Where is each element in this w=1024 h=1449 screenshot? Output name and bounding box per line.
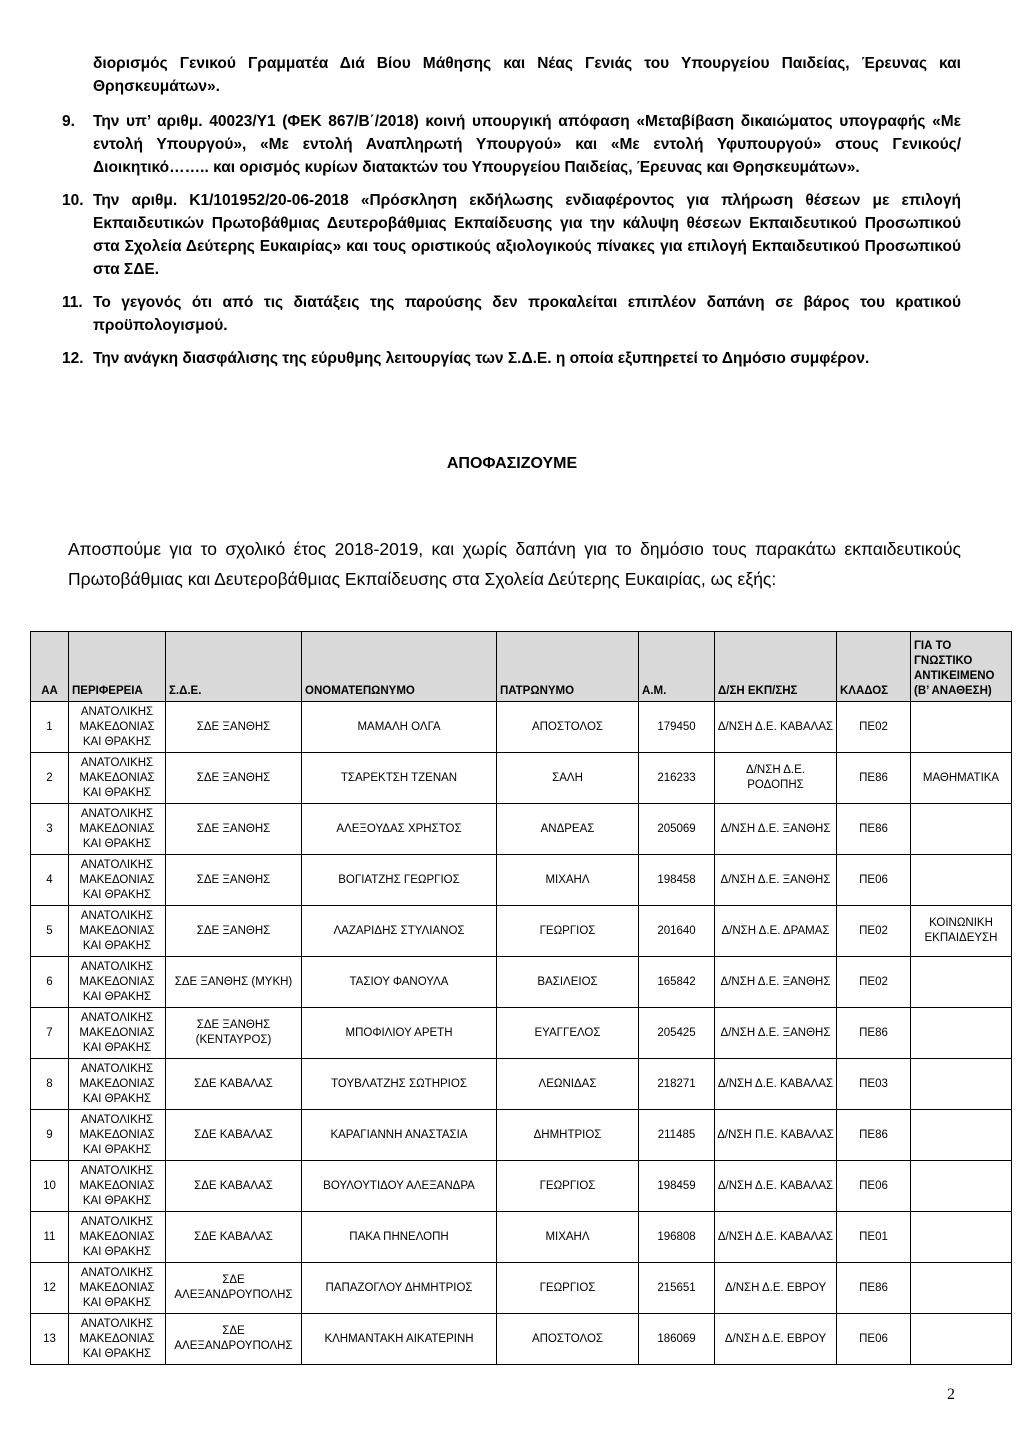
cell-region: ΑΝΑΤΟΛΙΚΗΣ ΜΑΚΕΔΟΝΙΑΣ ΚΑΙ ΘΡΑΚΗΣ: [69, 753, 166, 804]
cell-aa: 10: [31, 1161, 69, 1212]
cell-aa: 12: [31, 1263, 69, 1314]
cell-aa: 6: [31, 957, 69, 1008]
cell-branch: ΠΕ86: [837, 1110, 911, 1161]
cell-sde: ΣΔΕ ΚΑΒΑΛΑΣ: [166, 1059, 302, 1110]
cell-am: 179450: [639, 702, 715, 753]
cell-sde: ΣΔΕ ΚΑΒΑΛΑΣ: [166, 1110, 302, 1161]
cell-name: ΚΛΗΜΑΝΤΑΚΗ ΑΙΚΑΤΕΡΙΝΗ: [302, 1314, 497, 1365]
cell-father: ΔΗΜΗΤΡΙΟΣ: [497, 1110, 639, 1161]
cell-am: 211485: [639, 1110, 715, 1161]
cell-region: ΑΝΑΤΟΛΙΚΗΣ ΜΑΚΕΔΟΝΙΑΣ ΚΑΙ ΘΡΑΚΗΣ: [69, 1110, 166, 1161]
table-row: [31, 1008, 1012, 1059]
header-directorate: Δ/ΣΗ ΕΚΠ/ΣΗΣ: [715, 632, 837, 702]
clause-item: [62, 291, 961, 337]
cell-subject: [911, 702, 1012, 753]
header-region: ΠΕΡΙΦΕΡΕΙΑ: [69, 632, 166, 702]
clause-list: [62, 110, 961, 380]
cell-father: ΑΝΔΡΕΑΣ: [497, 804, 639, 855]
cell-subject: [911, 1314, 1012, 1365]
cell-region: ΑΝΑΤΟΛΙΚΗΣ ΜΑΚΕΔΟΝΙΑΣ ΚΑΙ ΘΡΑΚΗΣ: [69, 906, 166, 957]
cell-name: ΑΛΕΞΟΥΔΑΣ ΧΡΗΣΤΟΣ: [302, 804, 497, 855]
cell-name: ΜΑΜΑΛΗ ΟΛΓΑ: [302, 702, 497, 753]
cell-sde: ΣΔΕ ΞΑΝΘΗΣ (ΜΥΚΗ): [166, 957, 302, 1008]
cell-region: ΑΝΑΤΟΛΙΚΗΣ ΜΑΚΕΔΟΝΙΑΣ ΚΑΙ ΘΡΑΚΗΣ: [69, 702, 166, 753]
cell-father: ΜΙΧΑΗΛ: [497, 1212, 639, 1263]
cell-branch: ΠΕ86: [837, 804, 911, 855]
cell-am: 216233: [639, 753, 715, 804]
clause-number: 12.: [62, 350, 84, 367]
table-row: [31, 957, 1012, 1008]
cell-branch: ΠΕ86: [837, 753, 911, 804]
table-header-row: [31, 632, 1012, 702]
cell-name: ΤΑΣΙΟΥ ΦΑΝΟΥΛΑ: [302, 957, 497, 1008]
cell-directorate: Δ/ΝΣΗ Δ.Ε. ΕΒΡΟΥ: [715, 1314, 837, 1365]
cell-name: ΠΑΚΑ ΠΗΝΕΛΟΠΗ: [302, 1212, 497, 1263]
cell-branch: ΠΕ02: [837, 957, 911, 1008]
cell-aa: 4: [31, 855, 69, 906]
cell-branch: ΠΕ06: [837, 1161, 911, 1212]
cell-subject: ΚΟΙΝΩΝΙΚΗ ΕΚΠΑΙΔΕΥΣΗ: [911, 906, 1012, 957]
cell-name: ΤΣΑΡΕΚΤΣΗ ΤΖΕΝΑΝ: [302, 753, 497, 804]
table-row: [31, 855, 1012, 906]
cell-branch: ΠΕ86: [837, 1263, 911, 1314]
header-sde: Σ.Δ.Ε.: [166, 632, 302, 702]
header-am: Α.Μ.: [639, 632, 715, 702]
cell-directorate: Δ/ΝΣΗ Δ.Ε. ΞΑΝΘΗΣ: [715, 804, 837, 855]
cell-name: ΒΟΥΛΟΥΤΙΔΟΥ ΑΛΕΞΑΝΔΡΑ: [302, 1161, 497, 1212]
cell-sde: ΣΔΕ ΚΑΒΑΛΑΣ: [166, 1212, 302, 1263]
cell-name: ΛΑΖΑΡΙΔΗΣ ΣΤΥΛΙΑΝΟΣ: [302, 906, 497, 957]
page-number: 2: [947, 1386, 955, 1403]
cell-region: ΑΝΑΤΟΛΙΚΗΣ ΜΑΚΕΔΟΝΙΑΣ ΚΑΙ ΘΡΑΚΗΣ: [69, 804, 166, 855]
cell-name: ΤΟΥΒΛΑΤΖΗΣ ΣΩΤΗΡΙΟΣ: [302, 1059, 497, 1110]
clause-text: Την αριθμ. Κ1/101952/20-06-2018 «Πρόσκληση εκδήλωσης ενδιαφέροντος για πλήρωση θέσεων με επιλογή Εκπαιδευτικών Πρωτοβάθμιας Δευτεροβάθμιας Εκπαίδευσης για την κάλυψη θέσεων Εκπαιδευτικού Προσωπικού στα Σχολεία Δεύτερης Ευκαιρίας» και τους οριστικούς αξιολογικούς πίνακες για επιλογή Εκπαιδευτικού Προσωπικού στα ΣΔΕ.: [93, 192, 961, 278]
intro-paragraph: Αποσπούμε για το σχολικό έτος 2018-2019, και χωρίς δαπάνη για το δημόσιο τους παρακάτω εκπαιδευτικούς Πρωτοβάθμιας και Δευτεροβάθμιας Εκπαίδευσης στα Σχολεία Δεύτερης Ευκαιρίας, ως εξής:: [68, 539, 961, 589]
cell-name: ΚΑΡΑΓΙΑΝΝΗ ΑΝΑΣΤΑΣΙΑ: [302, 1110, 497, 1161]
cell-directorate: Δ/ΝΣΗ Π.Ε. ΚΑΒΑΛΑΣ: [715, 1110, 837, 1161]
cell-sde: ΣΔΕ ΑΛΕΞΑΝΔΡΟΥΠΟΛΗΣ: [166, 1314, 302, 1365]
table-row: [31, 906, 1012, 957]
header-branch: ΚΛΑΔΟΣ: [837, 632, 911, 702]
cell-father: ΣΑΛΗ: [497, 753, 639, 804]
header-subject: ΓΙΑ ΤΟ ΓΝΩΣΤΙΚΟ ΑΝΤΙΚΕΙΜΕΝΟ (Β’ ΑΝΑΘΕΣΗ): [911, 632, 1012, 702]
cell-subject: [911, 1263, 1012, 1314]
table-row: [31, 1059, 1012, 1110]
cell-region: ΑΝΑΤΟΛΙΚΗΣ ΜΑΚΕΔΟΝΙΑΣ ΚΑΙ ΘΡΑΚΗΣ: [69, 855, 166, 906]
cell-father: ΑΠΟΣΤΟΛΟΣ: [497, 702, 639, 753]
cell-directorate: Δ/ΝΣΗ Δ.Ε. ΞΑΝΘΗΣ: [715, 855, 837, 906]
cell-aa: 1: [31, 702, 69, 753]
cell-father: ΑΠΟΣΤΟΛΟΣ: [497, 1314, 639, 1365]
clause-number: 11.: [62, 294, 83, 311]
cell-region: ΑΝΑΤΟΛΙΚΗΣ ΜΑΚΕΔΟΝΙΑΣ ΚΑΙ ΘΡΑΚΗΣ: [69, 1161, 166, 1212]
table-body: [31, 702, 1012, 1365]
cell-sde: ΣΔΕ ΞΑΝΘΗΣ: [166, 804, 302, 855]
cell-father: ΛΕΩΝΙΔΑΣ: [497, 1059, 639, 1110]
header-father: ΠΑΤΡΩΝΥΜΟ: [497, 632, 639, 702]
cell-region: ΑΝΑΤΟΛΙΚΗΣ ΜΑΚΕΔΟΝΙΑΣ ΚΑΙ ΘΡΑΚΗΣ: [69, 957, 166, 1008]
header-aa: ΑΑ: [31, 632, 69, 702]
cell-directorate: Δ/ΝΣΗ Δ.Ε. ΚΑΒΑΛΑΣ: [715, 702, 837, 753]
cell-aa: 7: [31, 1008, 69, 1059]
table-row: [31, 1110, 1012, 1161]
cell-am: 196808: [639, 1212, 715, 1263]
cell-directorate: Δ/ΝΣΗ Δ.Ε. ΕΒΡΟΥ: [715, 1263, 837, 1314]
cell-subject: [911, 1161, 1012, 1212]
clause-item: [62, 189, 961, 281]
clause-number: 9.: [62, 113, 75, 130]
cell-am: 205425: [639, 1008, 715, 1059]
cell-region: ΑΝΑΤΟΛΙΚΗΣ ΜΑΚΕΔΟΝΙΑΣ ΚΑΙ ΘΡΑΚΗΣ: [69, 1263, 166, 1314]
cell-aa: 9: [31, 1110, 69, 1161]
table-row: [31, 1314, 1012, 1365]
clause-text: Την υπ’ αριθμ. 40023/Υ1 (ΦΕΚ 867/Β΄/2018) κοινή υπουργική απόφαση «Μεταβίβαση δικαιώματος υπογραφής «Με εντολή Υπουργού», «Με εντολή Αναπληρωτή Υπουργού» και «Με εντολή Υφυπουργού» στους Γενικούς/Διοικητικό…….. και ορισμός κυρίων διατακτών του Υπουργείου Παιδείας, Έρευνας και Θρησκευμάτων».: [93, 113, 961, 176]
table-row: [31, 804, 1012, 855]
cell-aa: 8: [31, 1059, 69, 1110]
cell-am: 165842: [639, 957, 715, 1008]
cell-subject: [911, 1059, 1012, 1110]
cell-directorate: Δ/ΝΣΗ Δ.Ε. ΚΑΒΑΛΑΣ: [715, 1161, 837, 1212]
cell-region: ΑΝΑΤΟΛΙΚΗΣ ΜΑΚΕΔΟΝΙΑΣ ΚΑΙ ΘΡΑΚΗΣ: [69, 1314, 166, 1365]
cell-am: 198458: [639, 855, 715, 906]
cell-directorate: Δ/ΝΣΗ Δ.Ε. ΚΑΒΑΛΑΣ: [715, 1059, 837, 1110]
cell-am: 186069: [639, 1314, 715, 1365]
decision-heading: ΑΠΟΦΑΣΙΖΟΥΜΕ: [446, 455, 578, 472]
cell-directorate: Δ/ΝΣΗ Δ.Ε. ΞΑΝΘΗΣ: [715, 957, 837, 1008]
cell-father: ΒΑΣΙΛΕΙΟΣ: [497, 957, 639, 1008]
cell-branch: ΠΕ03: [837, 1059, 911, 1110]
cell-am: 198459: [639, 1161, 715, 1212]
cell-am: 205069: [639, 804, 715, 855]
cell-sde: ΣΔΕ ΞΑΝΘΗΣ: [166, 906, 302, 957]
cell-branch: ΠΕ06: [837, 1314, 911, 1365]
cell-aa: 11: [31, 1212, 69, 1263]
header-name: ΟΝΟΜΑΤΕΠΩΝΥΜΟ: [302, 632, 497, 702]
cell-aa: 3: [31, 804, 69, 855]
cell-subject: [911, 855, 1012, 906]
clause-text: Την ανάγκη διασφάλισης της εύρυθμης λειτουργίας των Σ.Δ.Ε. η οποία εξυπηρετεί το Δημόσιο συμφέρον.: [93, 350, 870, 367]
cell-sde: ΣΔΕ ΞΑΝΘΗΣ: [166, 855, 302, 906]
cell-name: ΒΟΓΙΑΤΖΗΣ ΓΕΩΡΓΙΟΣ: [302, 855, 497, 906]
table-row: [31, 753, 1012, 804]
cell-sde: ΣΔΕ ΞΑΝΘΗΣ: [166, 753, 302, 804]
cell-father: ΓΕΩΡΓΙΟΣ: [497, 1263, 639, 1314]
cell-am: 215651: [639, 1263, 715, 1314]
clause-item: [62, 347, 961, 370]
cell-sde: ΣΔΕ ΚΑΒΑΛΑΣ: [166, 1161, 302, 1212]
cell-aa: 13: [31, 1314, 69, 1365]
cell-subject: [911, 1008, 1012, 1059]
cell-subject: ΜΑΘΗΜΑΤΙΚΑ: [911, 753, 1012, 804]
clause-text: Το γεγονός ότι από τις διατάξεις της παρούσης δεν προκαλείται επιπλέον δαπάνη σε βάρος του κρατικού προϋπολογισμού.: [93, 294, 961, 334]
cell-branch: ΠΕ02: [837, 906, 911, 957]
cell-father: ΓΕΩΡΓΙΟΣ: [497, 1161, 639, 1212]
continuation-text: διορισμός Γενικού Γραμματέα Διά Βίου Μάθησης και Νέας Γενιάς του Υπουργείου Παιδείας, Έρευνας και Θρησκευμάτων».: [93, 55, 961, 95]
cell-branch: ΠΕ01: [837, 1212, 911, 1263]
cell-subject: [911, 804, 1012, 855]
cell-father: ΓΕΩΡΓΙΟΣ: [497, 906, 639, 957]
cell-aa: 2: [31, 753, 69, 804]
table-row: [31, 1161, 1012, 1212]
cell-region: ΑΝΑΤΟΛΙΚΗΣ ΜΑΚΕΔΟΝΙΑΣ ΚΑΙ ΘΡΑΚΗΣ: [69, 1059, 166, 1110]
cell-region: ΑΝΑΤΟΛΙΚΗΣ ΜΑΚΕΔΟΝΙΑΣ ΚΑΙ ΘΡΑΚΗΣ: [69, 1212, 166, 1263]
cell-name: ΜΠΟΦΙΛΙΟΥ ΑΡΕΤΗ: [302, 1008, 497, 1059]
cell-name: ΠΑΠΑΖΟΓΛΟΥ ΔΗΜΗΤΡΙΟΣ: [302, 1263, 497, 1314]
cell-aa: 5: [31, 906, 69, 957]
cell-directorate: Δ/ΝΣΗ Δ.Ε. ΞΑΝΘΗΣ: [715, 1008, 837, 1059]
cell-region: ΑΝΑΤΟΛΙΚΗΣ ΜΑΚΕΔΟΝΙΑΣ ΚΑΙ ΘΡΑΚΗΣ: [69, 1008, 166, 1059]
cell-subject: [911, 1212, 1012, 1263]
table-row: [31, 1263, 1012, 1314]
cell-directorate: Δ/ΝΣΗ Δ.Ε. ΚΑΒΑΛΑΣ: [715, 1212, 837, 1263]
cell-branch: ΠΕ06: [837, 855, 911, 906]
cell-subject: [911, 957, 1012, 1008]
cell-sde: ΣΔΕ ΞΑΝΘΗΣ: [166, 702, 302, 753]
table-row: [31, 702, 1012, 753]
clause-number: 10.: [62, 192, 84, 209]
cell-am: 218271: [639, 1059, 715, 1110]
cell-directorate: Δ/ΝΣΗ Δ.Ε. ΡΟΔΟΠΗΣ: [715, 753, 837, 804]
cell-subject: [911, 1110, 1012, 1161]
cell-directorate: Δ/ΝΣΗ Δ.Ε. ΔΡΑΜΑΣ: [715, 906, 837, 957]
secondment-table: [30, 631, 1012, 1365]
cell-am: 201640: [639, 906, 715, 957]
cell-branch: ΠΕ02: [837, 702, 911, 753]
cell-sde: ΣΔΕ ΞΑΝΘΗΣ (ΚΕΝΤΑΥΡΟΣ): [166, 1008, 302, 1059]
cell-branch: ΠΕ86: [837, 1008, 911, 1059]
table-row: [31, 1212, 1012, 1263]
clause-item: [62, 110, 961, 179]
cell-father: ΕΥΑΓΓΕΛΟΣ: [497, 1008, 639, 1059]
cell-father: ΜΙΧΑΗΛ: [497, 855, 639, 906]
cell-sde: ΣΔΕ ΑΛΕΞΑΝΔΡΟΥΠΟΛΗΣ: [166, 1263, 302, 1314]
